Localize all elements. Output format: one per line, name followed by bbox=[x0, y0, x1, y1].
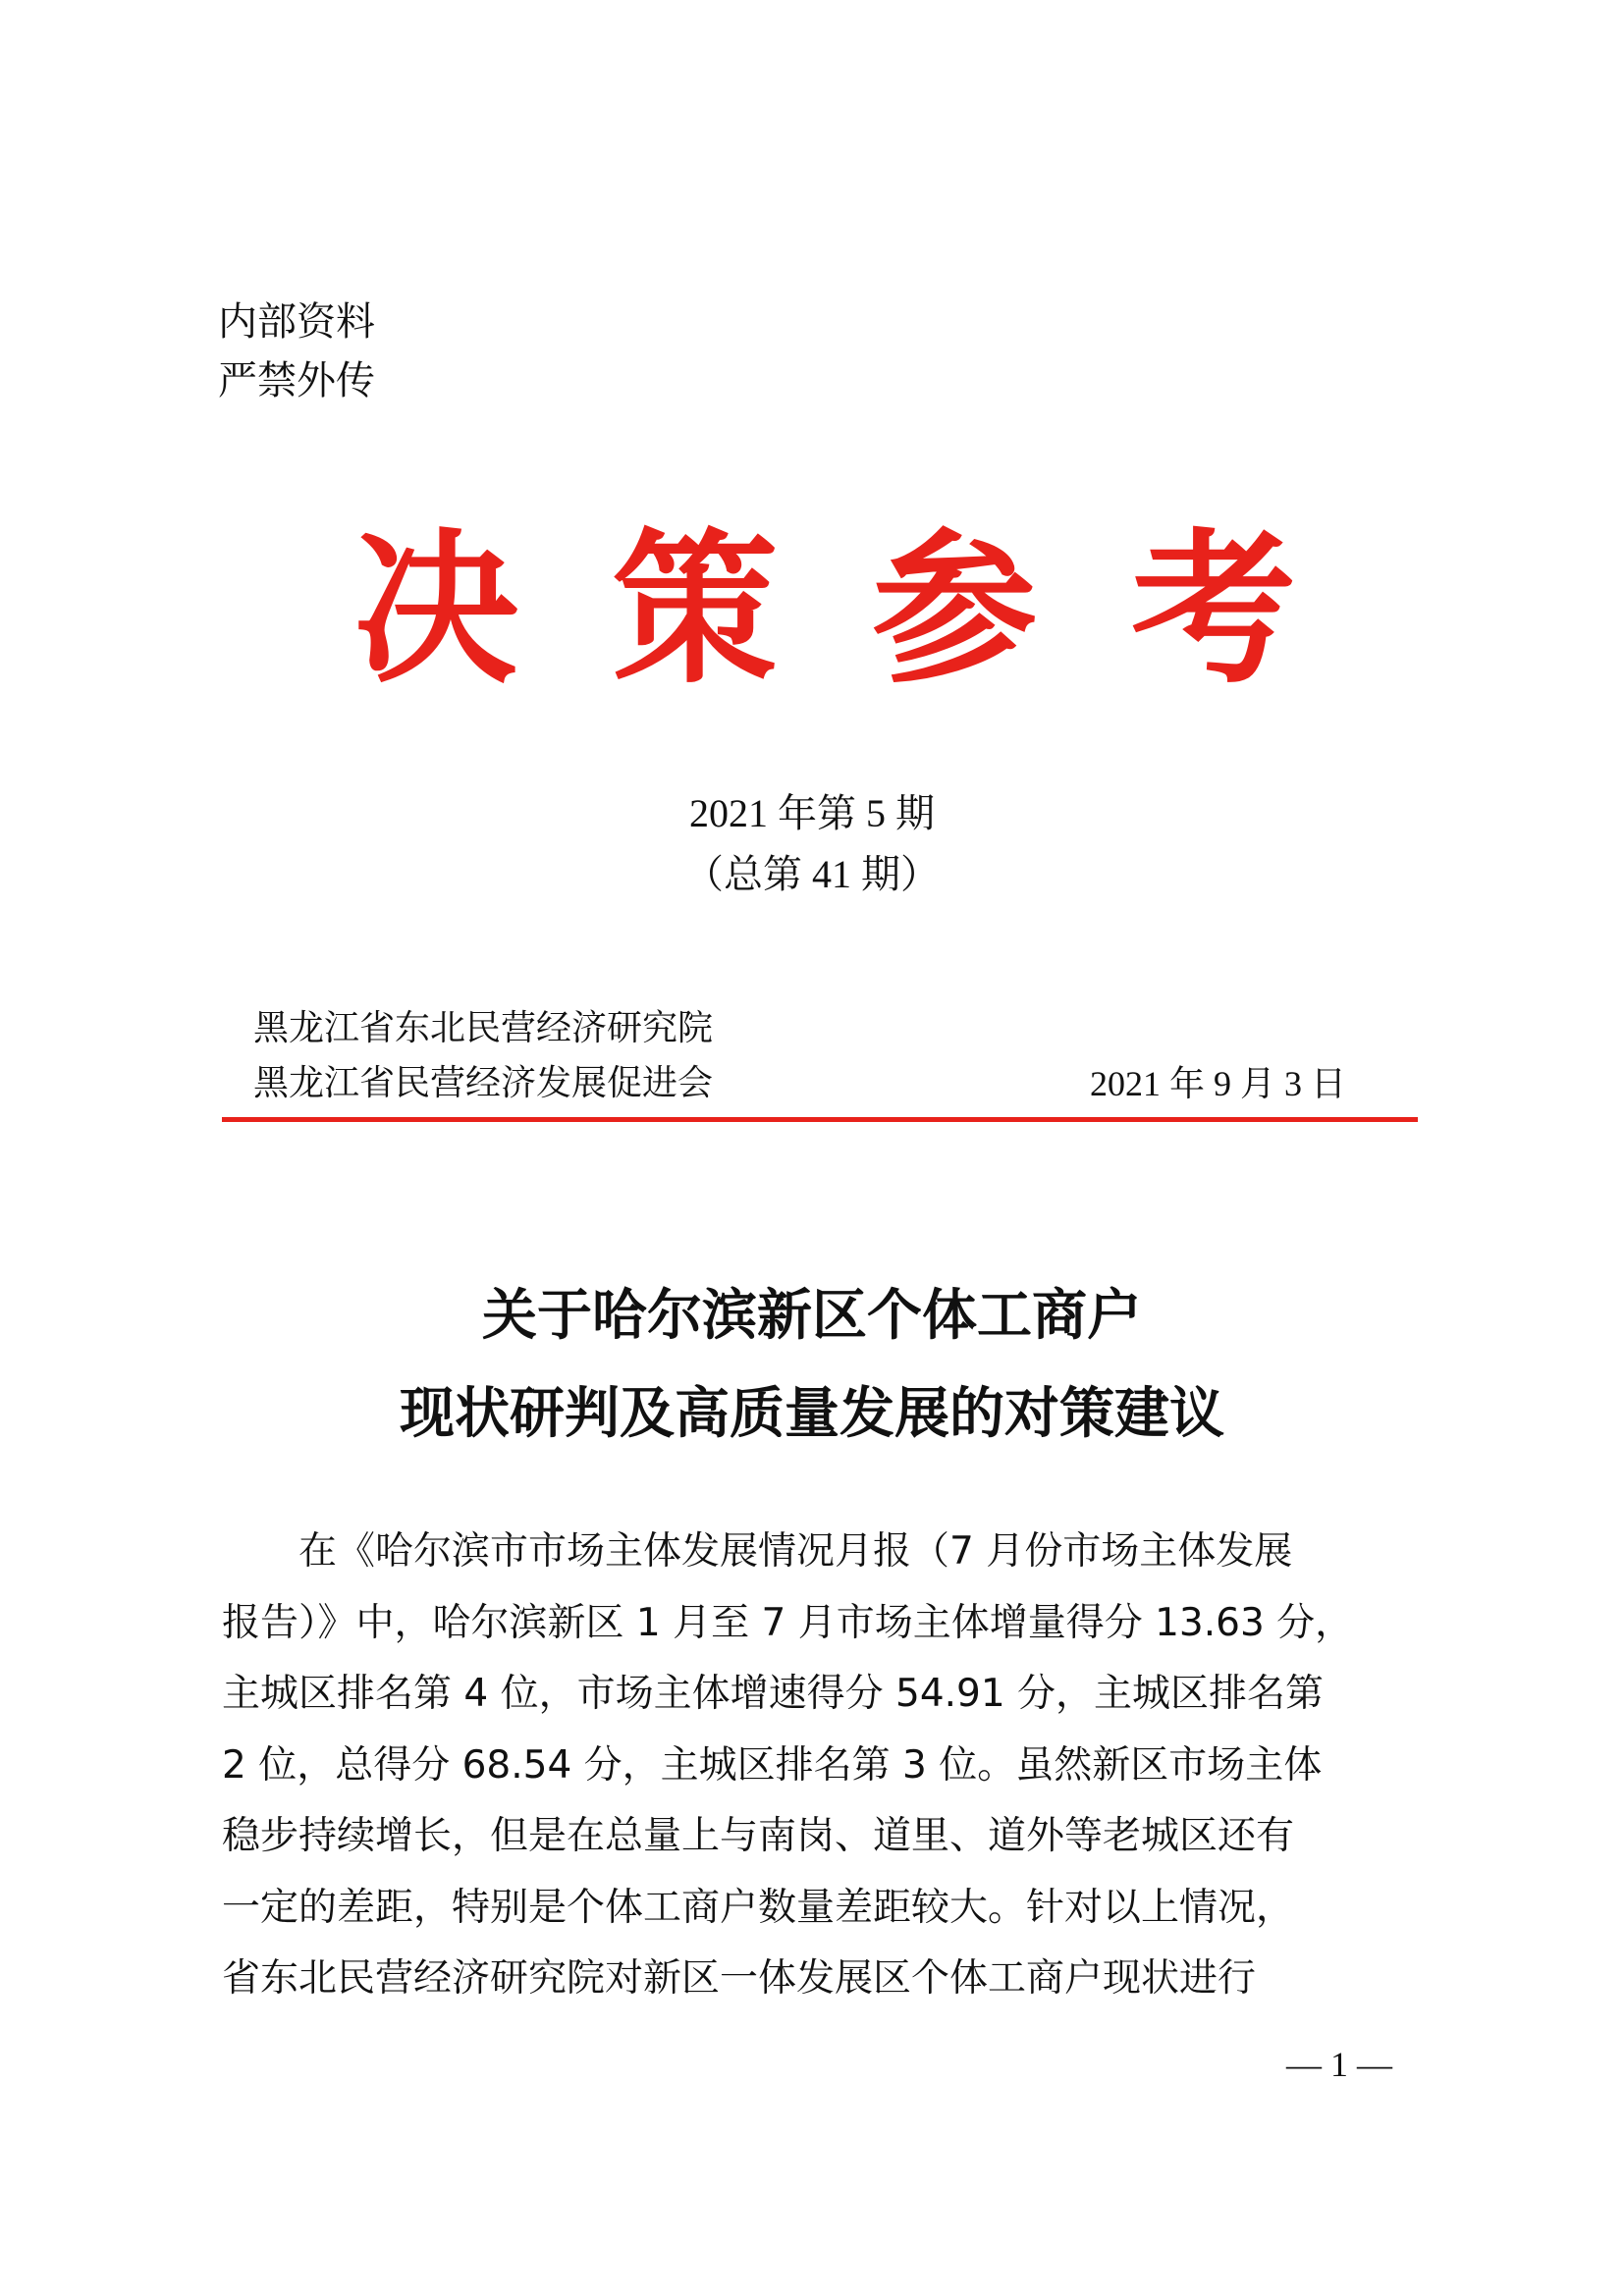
page-number: — 1 — bbox=[1286, 2045, 1392, 2084]
masthead-title bbox=[353, 491, 1296, 726]
body-line: 省东北民营经济研究院对新区一体发展区个体工商户现状进行 bbox=[222, 1956, 1257, 2001]
masthead-char: 策 bbox=[613, 511, 778, 706]
masthead-char: 参 bbox=[872, 511, 1037, 706]
publisher-org-2: 黑龙江省民营经济发展促进会 bbox=[253, 1063, 714, 1103]
publish-date: 2021 年 9 月 3 日 bbox=[1090, 1064, 1347, 1103]
confidential-line-restricted: 严禁外传 bbox=[218, 358, 375, 403]
article-title-line-2: 现状研判及高质量发展的对策建议 bbox=[400, 1381, 1224, 1446]
confidential-notice bbox=[218, 293, 375, 410]
confidential-line-internal: 内部资料 bbox=[218, 299, 375, 345]
body-line: 主城区排名第 4 位，市场主体增速得分 54.91 分，主城区排名第 bbox=[222, 1672, 1325, 1716]
article-body bbox=[222, 1517, 1418, 2015]
issue-info bbox=[0, 783, 1624, 905]
body-line: 报告）》中，哈尔滨新区 1 月至 7 月市场主体增量得分 13.63 分， bbox=[222, 1600, 1354, 1645]
issue-number: 2021 年第 5 期 bbox=[689, 791, 935, 835]
article-title bbox=[0, 1266, 1624, 1463]
body-line: 在《哈尔滨市市场主体发展情况月报（7 月份市场主体发展 bbox=[222, 1529, 1293, 1574]
body-line: 2 位，总得分 68.54 分，主城区排名第 3 位。虽然新区市场主体 bbox=[222, 1742, 1323, 1788]
article-title-line-1: 关于哈尔滨新区个体工商户 bbox=[482, 1283, 1142, 1348]
masthead-char: 决 bbox=[353, 511, 518, 706]
body-line: 稳步持续增长，但是在总量上与南岗、道里、道外等老城区还有 bbox=[222, 1814, 1295, 1858]
issue-total: （总第 41 期） bbox=[684, 852, 940, 896]
body-line: 一定的差距，特别是个体工商户数量差距较大。针对以上情况， bbox=[222, 1885, 1295, 1930]
publisher-org-1: 黑龙江省东北民营经济研究院 bbox=[253, 1008, 714, 1048]
masthead-char: 考 bbox=[1131, 511, 1296, 706]
red-divider bbox=[222, 1117, 1418, 1122]
publisher-list bbox=[253, 1001, 713, 1111]
